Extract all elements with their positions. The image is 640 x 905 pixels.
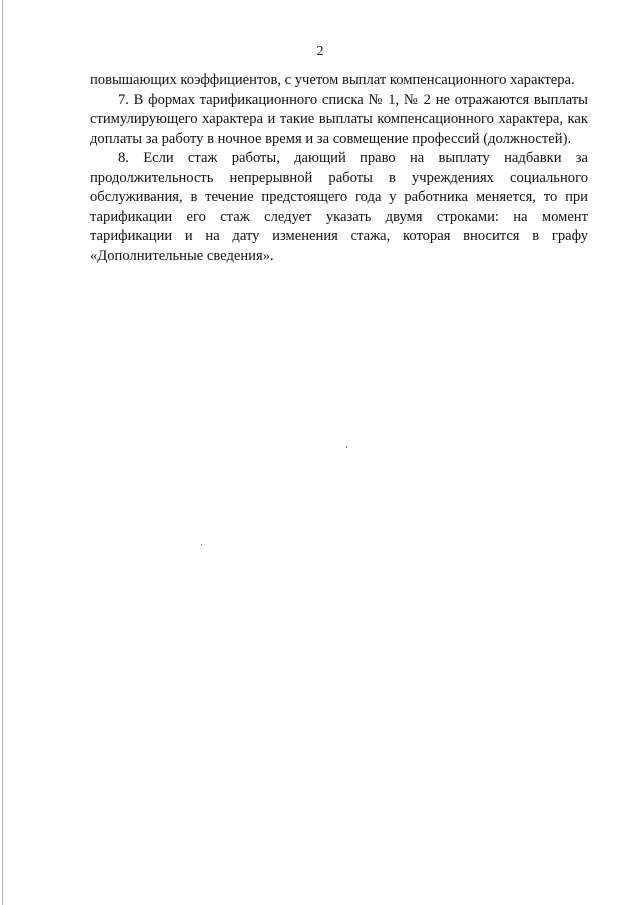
paragraph-7: 7. В формах тарификационного списка № 1, № 2 не отражаются выплаты стимулирующего характера и такие выплаты компенсационного характера, как доплаты за работу в ночное время и за совмещение профессий (должностей). — [90, 91, 588, 147]
scan-edge — [2, 0, 3, 905]
paragraph-8: 8. Если стаж работы, дающий право на выплату надбавки за продолжительность непрерывной работы в учреждениях социального обслуживания, в течение предстоящего года у работника меняется, то при тарификации его стаж следует указать двумя строками: на момент тарификации и на дату изменения стажа, которая вносится в графу «Дополнительные сведения». — [90, 150, 588, 264]
document-body — [90, 71, 588, 266]
paragraph-continuation: повышающих коэффициентов, с учетом выплат компенсационного характера. — [90, 72, 575, 88]
page-number: 2 — [316, 44, 324, 59]
scan-speck — [346, 446, 347, 448]
scan-speck — [201, 544, 202, 545]
